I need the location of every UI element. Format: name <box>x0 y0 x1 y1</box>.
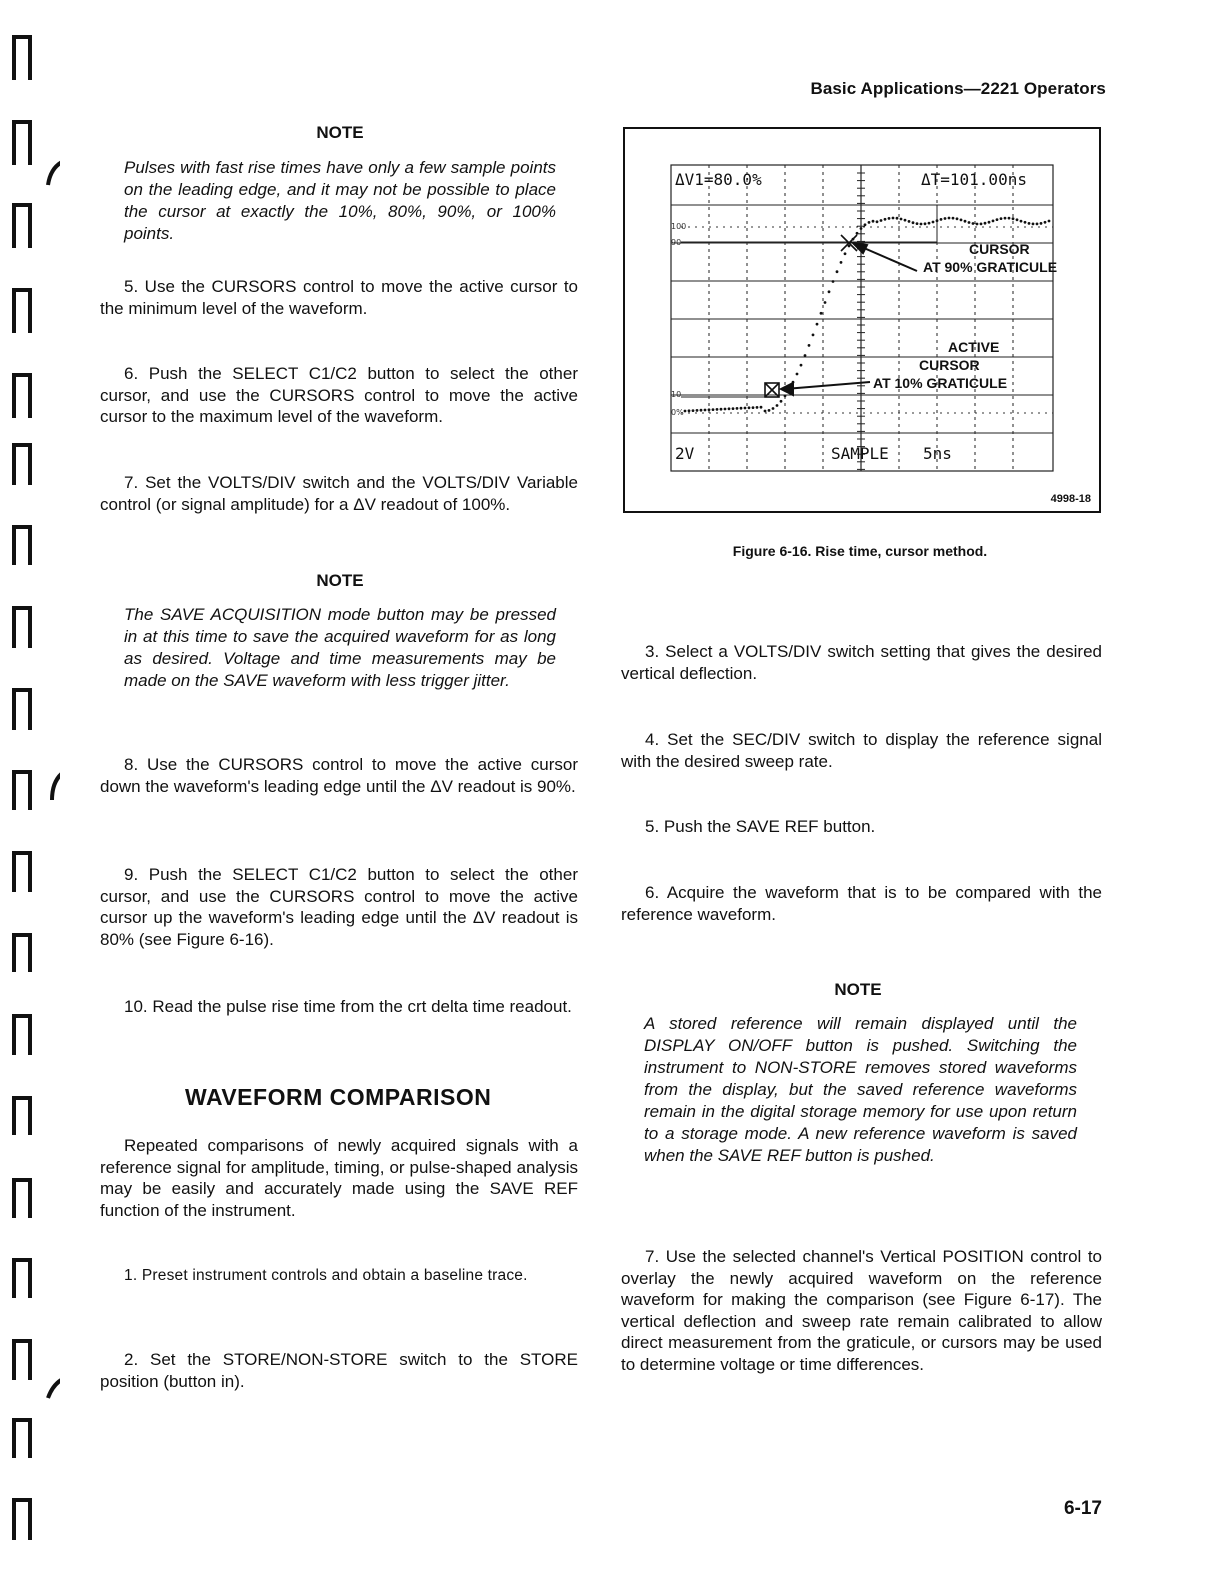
waveform-dot <box>696 409 699 412</box>
step-number: 9. <box>124 865 139 884</box>
waveform-dot <box>872 220 875 223</box>
step-text: Use the CURSORS control to move the active cursor to the minimum level of the waveform. <box>100 277 578 318</box>
waveform-dot <box>1032 223 1035 226</box>
waveform-dot <box>1016 218 1019 221</box>
section-intro <box>100 1135 578 1221</box>
step-text: Push the SELECT C1/C2 button to select the other cursor, and use the CURSORS control to move the active cursor up the waveform's leading edge until the ΔV readout is 80% (see Figure 6-16). <box>100 865 578 949</box>
waveform-dot <box>828 290 831 293</box>
waveform-dot <box>716 408 719 411</box>
waveform-dot <box>896 217 899 220</box>
step-text: Use the selected channel's Vertical POSITION control to overlay the newly acquired waveform on the reference waveform for making the comparison (see Figure 6-17). The vertical deflection and sweep rate remain calibrated to allow direct measurement from the graticule, or cursors may be used to determine voltage or time differences. <box>621 1247 1102 1374</box>
waveform-dot <box>968 221 971 224</box>
step-4-right <box>621 729 1102 772</box>
waveform-dot <box>748 406 751 409</box>
waveform-dot <box>692 409 695 412</box>
oscilloscope-screen <box>625 129 1099 511</box>
waveform-dot <box>768 409 771 412</box>
binder-mark <box>14 122 30 165</box>
binder-mark <box>14 1098 30 1135</box>
waveform-dot <box>1012 217 1015 220</box>
note-text: A stored reference will remain displayed until the DISPLAY ON/OFF button is pushed. Switching the instrument to NON-STORE removes stored waveforms from the display, but the saved reference waveforms remain in the digital storage memory for use upon return to a storage mode. A new reference waveform is saved when the SAVE REF button is pushed. <box>644 1014 1077 1165</box>
step-text: Read the pulse rise time from the crt delta time readout. <box>152 997 572 1016</box>
waveform-dot <box>1044 221 1047 224</box>
punch-hole-arc <box>48 158 60 185</box>
step-3-right <box>621 641 1102 684</box>
step-number: 3. <box>645 642 660 661</box>
waveform-dot <box>1008 217 1011 220</box>
step-5-right <box>621 816 1102 838</box>
waveform-dot <box>920 223 923 226</box>
waveform-dot <box>944 217 947 220</box>
scale-label-100: 100 <box>671 222 687 231</box>
volts-div-readout: 2V <box>675 444 695 463</box>
punch-hole-arc <box>52 766 60 800</box>
step-text: Acquire the waveform that is to be compared with the reference waveform. <box>621 883 1102 924</box>
waveform-dot <box>736 407 739 410</box>
callout-90-line2: AT 90% GRATICULE <box>923 259 1058 275</box>
waveform-dot <box>776 404 779 407</box>
step-number: 5. <box>124 277 139 296</box>
waveform-dot <box>936 219 939 222</box>
waveform-dot <box>800 364 803 367</box>
waveform-dot <box>1020 220 1023 223</box>
graticule-horizontal-lines <box>671 205 1053 433</box>
waveform-dot <box>796 373 799 376</box>
binder-mark <box>14 935 30 972</box>
waveform-dot <box>756 406 759 409</box>
binder-mark <box>14 772 30 810</box>
waveform-dot <box>840 261 843 264</box>
note-text: Pulses with fast rise times have only a few sample points on the leading edge, and it may not be possible to place the cursor at exactly the 10%, 80%, 90%, or 100% points. <box>124 158 556 243</box>
step-number: 1. <box>124 1267 138 1284</box>
step-text: Push the SELECT C1/C2 button to select the other cursor, and use the CURSORS control to move the active cursor to the maximum level of the waveform. <box>100 364 578 426</box>
page-number: 6-17 <box>1063 1498 1102 1519</box>
waveform-dot <box>912 221 915 224</box>
note-heading: NOTE <box>316 571 364 590</box>
waveform-dot <box>1048 220 1051 223</box>
step-2-left <box>100 1349 578 1392</box>
step-text: Push the SAVE REF button. <box>663 817 876 836</box>
step-number: 2. <box>124 1350 139 1369</box>
running-header: Basic Applications—2221 Operators <box>810 79 1106 98</box>
step-6-left <box>100 363 578 428</box>
waveform-dot <box>1036 223 1039 226</box>
step-text: Select a VOLTS/DIV switch setting that gives the desired vertical deflection. <box>621 642 1102 683</box>
binder-mark <box>14 205 30 248</box>
waveform-dot <box>744 407 747 410</box>
waveform-dot <box>960 219 963 222</box>
binder-edge-marks <box>0 0 60 1574</box>
binder-mark <box>14 608 30 648</box>
waveform-dot <box>940 218 943 221</box>
step-8-left <box>100 754 578 797</box>
waveform-dot <box>976 223 979 226</box>
step-number: 7. <box>645 1247 660 1266</box>
step-7-right <box>621 1246 1102 1375</box>
arrowhead <box>781 383 793 395</box>
waveform-dot <box>708 408 711 411</box>
waveform-dot <box>808 344 811 347</box>
binder-mark <box>14 527 30 565</box>
binder-mark <box>14 1180 30 1218</box>
binder-mark <box>14 290 30 333</box>
binder-mark <box>14 690 30 730</box>
note-heading: NOTE <box>316 123 364 142</box>
waveform-dot <box>1000 217 1003 220</box>
waveform-dot <box>804 354 807 357</box>
binder-mark <box>14 375 30 418</box>
waveform-dot <box>836 270 839 273</box>
binder-mark <box>14 1420 30 1458</box>
intro-text: Repeated comparisons of newly acquired signals with a reference signal for amplitude, timing, or pulse-shaped analysis may be easily and accurately made using the SAVE REF function of the instrument. <box>100 1136 578 1220</box>
waveform-dot <box>772 407 775 410</box>
waveform-dot <box>1024 221 1027 224</box>
delta-t-readout: ΔT=101.00ns <box>921 170 1027 189</box>
binder-mark <box>14 445 30 485</box>
figure-caption: Figure 6-16. Rise time, cursor method. <box>732 543 988 559</box>
delta-v-readout: ΔV1=80.0% <box>675 170 762 189</box>
waveform-dot <box>720 408 723 411</box>
note-text: The SAVE ACQUISITION mode button may be pressed in at this time to save the acquired waveform for as long as desired. Voltage and time measurements may be made on the SAVE waveform with less trigger jitter. <box>124 605 556 690</box>
waveform-dot <box>860 227 863 230</box>
waveform-dot <box>832 280 835 283</box>
acquisition-mode-readout: SAMPLE <box>831 444 889 463</box>
waveform-dot <box>704 409 707 412</box>
waveform-dot <box>948 217 951 220</box>
step-text: Preset instrument controls and obtain a baseline trace. <box>141 1267 528 1284</box>
waveform-dot <box>928 222 931 225</box>
waveform-dot <box>1028 222 1031 225</box>
waveform-dot <box>880 219 883 222</box>
waveform-dot <box>904 219 907 222</box>
punch-hole-arc <box>48 1375 60 1398</box>
waveform-dot <box>712 408 715 411</box>
waveform-dot <box>992 220 995 223</box>
waveform-dot <box>780 400 783 403</box>
waveform-dot <box>988 221 991 224</box>
waveform-dot <box>908 220 911 223</box>
figure-6-16 <box>623 127 1101 513</box>
scale-label-0: 0% <box>671 408 684 417</box>
waveform-dot <box>740 407 743 410</box>
waveform-dot <box>812 334 815 337</box>
step-10-left <box>100 996 578 1018</box>
step-number: 10. <box>124 997 148 1016</box>
waveform-dot <box>972 222 975 225</box>
waveform-dot <box>724 408 727 411</box>
waveform-dot <box>864 223 867 226</box>
step-9-left <box>100 864 578 950</box>
waveform-dot <box>892 217 895 220</box>
binder-mark <box>14 37 30 80</box>
sec-div-readout: 5ns <box>923 444 952 463</box>
step-number: 5. <box>645 817 660 836</box>
scale-label-10: 10 <box>671 390 682 399</box>
step-7-left <box>100 472 578 515</box>
callout-10-line3: AT 10% GRATICULE <box>873 375 1008 391</box>
step-text: Set the VOLTS/DIV switch and the VOLTS/DIV Variable control (or signal amplitude) for a ΔV readout of 100%. <box>100 473 578 514</box>
step-5-left <box>100 276 578 319</box>
scale-label-90: 90 <box>671 238 682 247</box>
binder-mark <box>14 1016 30 1055</box>
waveform-dot <box>688 409 691 412</box>
callout-10-line1: ACTIVE <box>948 339 1000 355</box>
waveform-dot <box>760 406 763 409</box>
step-number: 6. <box>124 364 139 383</box>
waveform-dot <box>952 217 955 220</box>
figure-id: 4998-18 <box>1050 493 1091 505</box>
waveform-dot <box>732 407 735 410</box>
waveform-dot <box>900 218 903 221</box>
waveform-dot <box>816 323 819 326</box>
step-text: Use the CURSORS control to move the active cursor down the waveform's leading edge until the ΔV readout is 90%. <box>100 755 578 796</box>
waveform-dot <box>844 252 847 255</box>
section-title: WAVEFORM COMPARISON <box>185 1084 492 1110</box>
step-number: 4. <box>645 730 660 749</box>
waveform-dot <box>684 410 687 413</box>
step-number: 8. <box>124 755 139 774</box>
waveform-dot <box>1004 217 1007 220</box>
binder-mark <box>14 1341 30 1380</box>
waveform-dot <box>924 222 927 225</box>
binder-mark <box>14 853 30 892</box>
step-number: 6. <box>645 883 660 902</box>
waveform-dot <box>868 221 871 224</box>
waveform-dot <box>700 409 703 412</box>
waveform-dot <box>984 222 987 225</box>
binder-mark <box>14 1500 30 1540</box>
waveform-dot <box>876 220 879 223</box>
waveform-dot <box>956 217 959 220</box>
step-text: Set the SEC/DIV switch to display the reference signal with the desired sweep rate. <box>621 730 1102 771</box>
waveform-dot <box>964 220 967 223</box>
waveform-dot <box>820 312 823 315</box>
waveform-dot <box>916 222 919 225</box>
waveform-dot <box>884 218 887 221</box>
callout-10-line2: CURSOR <box>919 357 980 373</box>
step-1-left <box>100 1265 578 1287</box>
waveform-dot <box>932 221 935 224</box>
waveform-dot <box>980 223 983 226</box>
waveform-dot <box>856 232 859 235</box>
step-text: Set the STORE/NON-STORE switch to the STORE position (button in). <box>100 1350 578 1391</box>
waveform-dot <box>728 407 731 410</box>
waveform-dot <box>1040 222 1043 225</box>
waveform-dot <box>888 217 891 220</box>
waveform-dot <box>784 395 787 398</box>
waveform-dot <box>752 406 755 409</box>
step-number: 7. <box>124 473 139 492</box>
step-6-right <box>621 882 1102 925</box>
callout-90-line1: CURSOR <box>969 241 1030 257</box>
note-heading: NOTE <box>834 980 882 999</box>
waveform-dot <box>996 218 999 221</box>
waveform-dot <box>764 410 767 413</box>
binder-mark <box>14 1260 30 1298</box>
waveform-dot <box>824 301 827 304</box>
